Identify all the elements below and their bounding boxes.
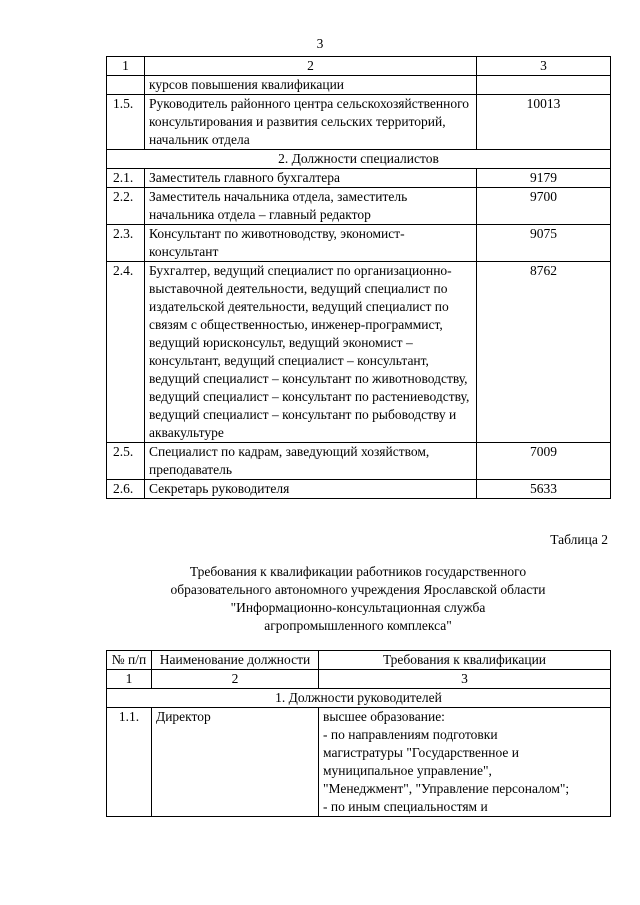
- salary-value: 8762: [477, 262, 611, 443]
- table-index-row: [107, 670, 611, 689]
- salary-value: 10013: [477, 95, 611, 150]
- salary-value: 5633: [477, 480, 611, 499]
- row-number: 1.1.: [107, 708, 152, 817]
- column-index-3: 3: [319, 670, 611, 689]
- table-header-row: [107, 651, 611, 670]
- position-name: Бухгалтер, ведущий специалист по организационно-выставочной деятельности, ведущий специалист по издательской деятельности, ведущий специалист по связям с общественностью, инженер-программист, ведущий юрисконсульт, ведущий экономист – консультант, ведущий специалист – консультант, ведущий специалист – консультант по животноводству, ведущий специалист – консультант по растениеводству, ведущий специалист – консультант по рыбоводству и аквакультуре: [145, 262, 477, 443]
- title-line: образовательного автономного учреждения Ярославской области: [170, 582, 546, 597]
- table-header-row: [107, 57, 611, 76]
- column-index-1: 1: [107, 670, 152, 689]
- requirement-line: "Менеджмент", "Управление персоналом";: [323, 781, 570, 796]
- row-number: 1.5.: [107, 95, 145, 150]
- requirement-line: - по иным специальностям и: [323, 799, 488, 814]
- column-header-num: № п/п: [107, 651, 152, 670]
- table-row: [107, 76, 611, 95]
- column-index-3: 3: [477, 57, 611, 76]
- row-number: 2.5.: [107, 443, 145, 480]
- column-header-req: Требования к квалификации: [319, 651, 611, 670]
- requirement-line: - по направлениям подготовки: [323, 727, 498, 742]
- column-index-1: 1: [107, 57, 145, 76]
- section-title: 2. Должности специалистов: [107, 150, 611, 169]
- table-row: [107, 480, 611, 499]
- position-name: Секретарь руководителя: [145, 480, 477, 499]
- requirements-title: [106, 563, 610, 635]
- requirement-line: магистратуры "Государственное и: [323, 745, 519, 760]
- salary-value: 9179: [477, 169, 611, 188]
- position-name: Директор: [152, 708, 319, 817]
- table-row: [107, 169, 611, 188]
- position-name: Заместитель главного бухгалтера: [145, 169, 477, 188]
- row-number: 2.2.: [107, 188, 145, 225]
- position-name: Специалист по кадрам, заведующий хозяйством, преподаватель: [145, 443, 477, 480]
- salary-value: 9075: [477, 225, 611, 262]
- salary-value: 7009: [477, 443, 611, 480]
- table-row: [107, 188, 611, 225]
- requirement-line: муниципальное управление",: [323, 763, 492, 778]
- section-row: [107, 150, 611, 169]
- row-number: [107, 76, 145, 95]
- salary-value: [477, 76, 611, 95]
- salary-value: 9700: [477, 188, 611, 225]
- position-name: курсов повышения квалификации: [145, 76, 477, 95]
- page-number: 3: [316, 36, 324, 51]
- column-index-2: 2: [145, 57, 477, 76]
- column-index-2: 2: [152, 670, 319, 689]
- requirements-table: [106, 650, 611, 817]
- title-line: Требования к квалификации работников государственного: [189, 564, 527, 579]
- section-title: 1. Должности руководителей: [107, 689, 611, 708]
- position-name: Заместитель начальника отдела, заместитель начальника отдела – главный редактор: [145, 188, 477, 225]
- position-name: Руководитель районного центра сельскохозяйственного консультирования и развития сельских территорий, начальник отдела: [145, 95, 477, 150]
- table-row: [107, 95, 611, 150]
- table-row: [107, 262, 611, 443]
- title-line: агропромышленного комплекса": [264, 618, 452, 633]
- row-number: 2.4.: [107, 262, 145, 443]
- table-row: [107, 443, 611, 480]
- table-row: [107, 225, 611, 262]
- row-number: 2.6.: [107, 480, 145, 499]
- row-number: 2.3.: [107, 225, 145, 262]
- section-row: [107, 689, 611, 708]
- column-header-name: Наименование должности: [152, 651, 319, 670]
- requirement-line: высшее образование:: [323, 709, 445, 724]
- row-number: 2.1.: [107, 169, 145, 188]
- table-caption: Таблица 2: [550, 532, 608, 547]
- salary-table: [106, 56, 611, 499]
- title-line: "Информационно-консультационная служба: [230, 600, 486, 615]
- table-row: [107, 708, 611, 817]
- qualification-requirements: [319, 708, 611, 817]
- position-name: Консультант по животноводству, экономист-консультант: [145, 225, 477, 262]
